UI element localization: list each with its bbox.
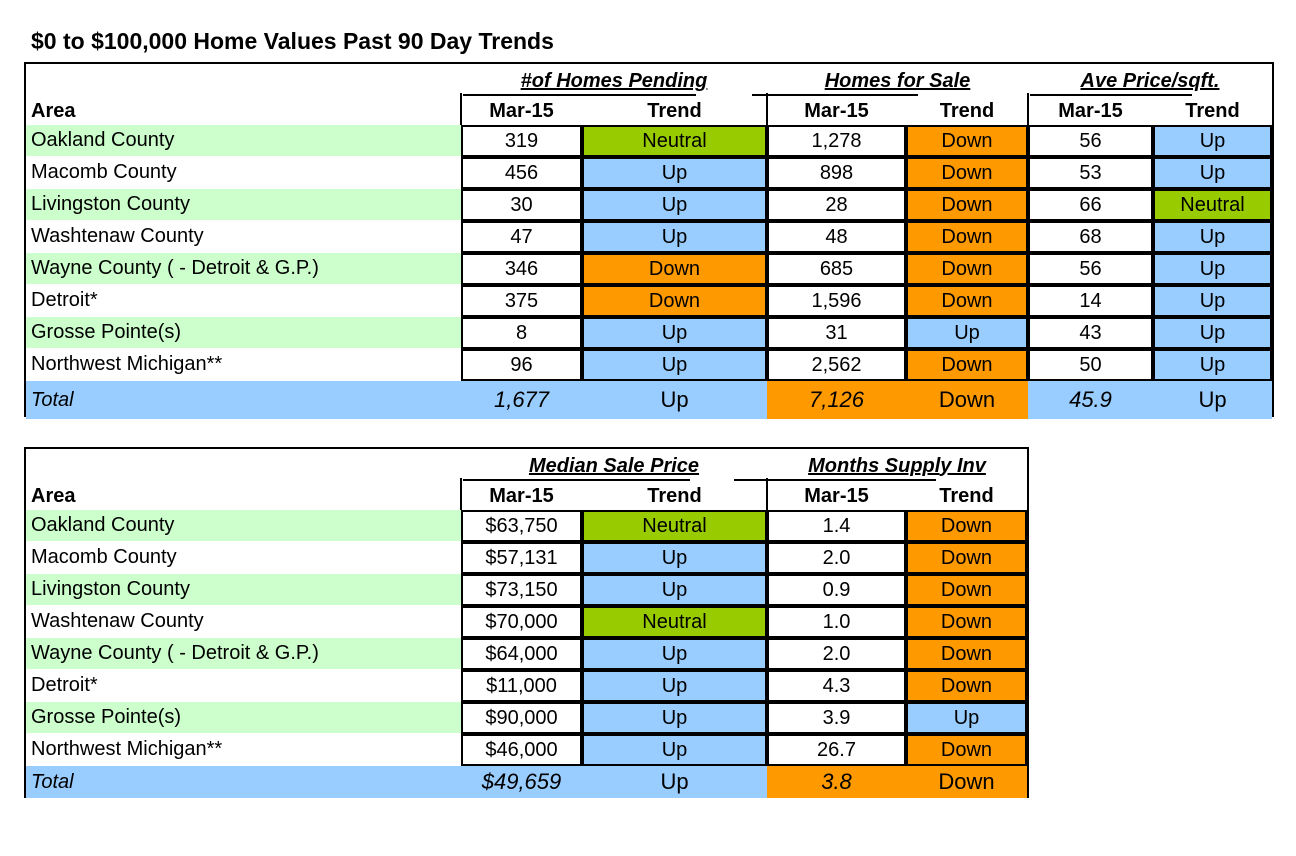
trend-cell: Up: [1153, 285, 1272, 317]
total-trend-cell: Up: [1153, 381, 1272, 419]
month-header: Mar-15: [489, 484, 554, 507]
trend-cell: Down: [906, 125, 1028, 157]
area-cell: Wayne County ( - Detroit & G.P.): [26, 638, 461, 669]
trend-cell: Up: [582, 317, 767, 349]
trend-cell: Down: [906, 542, 1027, 574]
group-header-underline: [1030, 94, 1192, 96]
trend-cell: Up: [582, 157, 767, 189]
trend-cell: Down: [582, 253, 767, 285]
trend-cell: Down: [582, 285, 767, 317]
trend-cell: Up: [1153, 157, 1272, 189]
group-header-underline: [463, 94, 696, 96]
area-header: Area: [31, 484, 76, 507]
value-cell: 48: [767, 221, 906, 253]
value-cell: 1.0: [767, 606, 906, 638]
value-cell: 1.4: [767, 510, 906, 542]
trend-cell: Up: [1153, 221, 1272, 253]
trend-cell: Up: [582, 638, 767, 670]
trend-cell: Down: [906, 574, 1027, 606]
value-cell: $70,000: [461, 606, 582, 638]
total-value-cell: 1,677: [461, 381, 582, 419]
trend-cell: Down: [906, 606, 1027, 638]
total-value-cell: $49,659: [461, 766, 582, 798]
area-header: Area: [31, 99, 76, 122]
area-cell: Grosse Pointe(s): [26, 317, 461, 348]
value-cell: 1,278: [767, 125, 906, 157]
group-separator: [766, 93, 768, 125]
trend-cell: Down: [906, 253, 1028, 285]
area-cell: Oakland County: [26, 125, 461, 156]
value-cell: $46,000: [461, 734, 582, 766]
value-cell: 43: [1028, 317, 1153, 349]
value-cell: 96: [461, 349, 582, 381]
value-cell: $90,000: [461, 702, 582, 734]
group-header-underline: [463, 479, 690, 481]
month-header: Mar-15: [804, 484, 869, 507]
trend-cell: Neutral: [582, 125, 767, 157]
value-cell: 28: [767, 189, 906, 221]
trend-cell: Up: [582, 734, 767, 766]
area-cell: Macomb County: [26, 157, 461, 188]
total-label: Total: [26, 381, 461, 419]
value-cell: 898: [767, 157, 906, 189]
total-label: Total: [26, 766, 461, 798]
trend-header: Trend: [647, 484, 702, 507]
area-cell: Livingston County: [26, 189, 461, 220]
total-value-cell: 7,126: [767, 381, 906, 419]
trend-cell: Down: [906, 510, 1027, 542]
value-cell: 4.3: [767, 670, 906, 702]
value-cell: $64,000: [461, 638, 582, 670]
area-cell: Grosse Pointe(s): [26, 702, 461, 733]
value-cell: 685: [767, 253, 906, 285]
value-cell: 1,596: [767, 285, 906, 317]
value-cell: $73,150: [461, 574, 582, 606]
group-header-underline: [734, 479, 936, 481]
trend-cell: Up: [1153, 253, 1272, 285]
value-cell: 14: [1028, 285, 1153, 317]
area-cell: Livingston County: [26, 574, 461, 605]
total-value-cell: 3.8: [767, 766, 906, 798]
value-cell: 47: [461, 221, 582, 253]
group-header-underline: [752, 94, 918, 96]
trend-cell: Down: [906, 349, 1028, 381]
value-cell: 319: [461, 125, 582, 157]
trend-cell: Up: [906, 702, 1027, 734]
value-cell: 8: [461, 317, 582, 349]
trend-cell: Up: [582, 189, 767, 221]
value-cell: 31: [767, 317, 906, 349]
value-cell: 30: [461, 189, 582, 221]
area-cell: Washtenaw County: [26, 606, 461, 637]
total-trend-cell: Down: [906, 766, 1027, 798]
group-separator: [460, 478, 462, 510]
trend-cell: Down: [906, 670, 1027, 702]
month-header: Mar-15: [1058, 99, 1123, 122]
trend-cell: Down: [906, 221, 1028, 253]
group-header: Homes for Sale: [824, 69, 971, 92]
value-cell: 2.0: [767, 542, 906, 574]
value-cell: 2,562: [767, 349, 906, 381]
value-cell: $63,750: [461, 510, 582, 542]
trend-cell: Neutral: [582, 510, 767, 542]
trend-cell: Up: [906, 317, 1028, 349]
trend-cell: Up: [582, 670, 767, 702]
value-cell: $57,131: [461, 542, 582, 574]
value-cell: $11,000: [461, 670, 582, 702]
trend-cell: Up: [582, 542, 767, 574]
total-trend-cell: Up: [582, 766, 767, 798]
area-cell: Wayne County ( - Detroit & G.P.): [26, 253, 461, 284]
trends-table-median-price-supply: [24, 447, 1029, 798]
value-cell: 456: [461, 157, 582, 189]
trend-cell: Down: [906, 157, 1028, 189]
trend-cell: Up: [582, 574, 767, 606]
value-cell: 375: [461, 285, 582, 317]
value-cell: 3.9: [767, 702, 906, 734]
trend-cell: Up: [582, 349, 767, 381]
trends-table-pending-sale-price-sqft: [24, 62, 1274, 417]
area-cell: Macomb County: [26, 542, 461, 573]
group-separator: [460, 93, 462, 125]
month-header: Mar-15: [489, 99, 554, 122]
trend-header: Trend: [939, 99, 995, 122]
trend-header: Trend: [647, 99, 702, 122]
value-cell: 68: [1028, 221, 1153, 253]
area-cell: Oakland County: [26, 510, 461, 541]
area-cell: Washtenaw County: [26, 221, 461, 252]
trend-cell: Up: [1153, 349, 1272, 381]
total-trend-cell: Up: [582, 381, 767, 419]
group-separator: [766, 478, 768, 510]
trend-cell: Down: [906, 734, 1027, 766]
value-cell: 66: [1028, 189, 1153, 221]
month-header: Mar-15: [804, 99, 869, 122]
trend-header: Trend: [1185, 99, 1240, 122]
area-cell: Detroit*: [26, 285, 461, 316]
group-header: Ave Price/sqft.: [1080, 69, 1220, 92]
trend-cell: Up: [1153, 125, 1272, 157]
trend-cell: Down: [906, 285, 1028, 317]
area-cell: Northwest Michigan**: [26, 349, 461, 380]
value-cell: 53: [1028, 157, 1153, 189]
value-cell: 26.7: [767, 734, 906, 766]
area-cell: Northwest Michigan**: [26, 734, 461, 765]
value-cell: 56: [1028, 125, 1153, 157]
trend-cell: Up: [1153, 317, 1272, 349]
trend-header: Trend: [939, 484, 994, 507]
group-separator: [1027, 93, 1029, 125]
group-header: #of Homes Pending: [520, 69, 708, 92]
trend-cell: Up: [582, 702, 767, 734]
value-cell: 50: [1028, 349, 1153, 381]
group-header: Months Supply Inv: [808, 454, 986, 477]
trend-cell: Down: [906, 638, 1027, 670]
trend-cell: Neutral: [1153, 189, 1272, 221]
value-cell: 56: [1028, 253, 1153, 285]
group-header: Median Sale Price: [528, 454, 700, 477]
area-cell: Detroit*: [26, 670, 461, 701]
total-value-cell: 45.9: [1028, 381, 1153, 419]
trend-cell: Neutral: [582, 606, 767, 638]
total-trend-cell: Down: [906, 381, 1028, 419]
page-title: $0 to $100,000 Home Values Past 90 Day Trends: [31, 28, 554, 54]
trend-cell: Down: [906, 189, 1028, 221]
value-cell: 0.9: [767, 574, 906, 606]
trend-cell: Up: [582, 221, 767, 253]
value-cell: 346: [461, 253, 582, 285]
value-cell: 2.0: [767, 638, 906, 670]
